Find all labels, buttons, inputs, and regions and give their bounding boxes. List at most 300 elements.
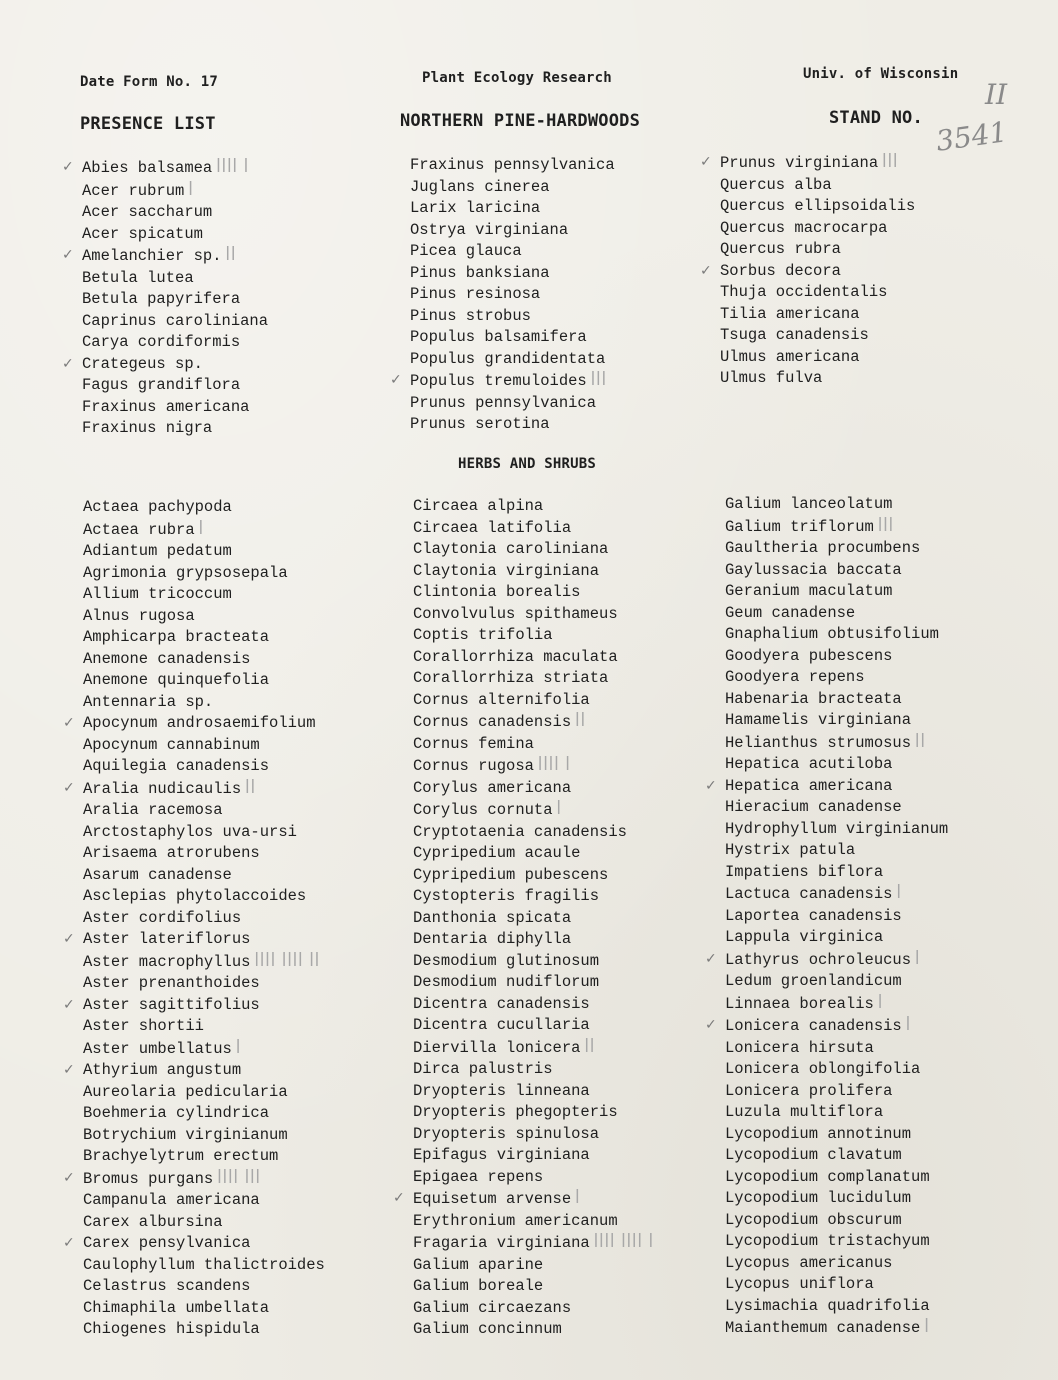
species-name: Prunus virginiana: [720, 154, 879, 172]
species-name: Fraxinus americana: [82, 397, 250, 416]
species-entry: [725, 1188, 948, 1210]
species-name: Helianthus strumosus: [725, 733, 912, 752]
species-entry: [413, 734, 654, 756]
species-name: Galium aparine: [413, 1255, 544, 1274]
species-name: Hamamelis virginiana: [725, 711, 912, 729]
species-name: Galium triflorum: [725, 517, 874, 536]
species-name: Corylus cornuta: [413, 801, 553, 819]
species-entry: [63, 1233, 325, 1255]
species-name: Goodyera repens: [725, 668, 865, 686]
species-name: Acer saccharum: [82, 203, 213, 221]
species-entry: [63, 713, 325, 735]
species-name: Prunus pennsylvanica: [410, 393, 597, 412]
species-entry: [413, 582, 654, 604]
species-entry: [82, 418, 268, 440]
species-name: Habenaria bracteata: [725, 689, 902, 708]
species-entry: [83, 1016, 325, 1038]
species-name: Hepatica americana: [725, 776, 893, 795]
species-name: Dryopteris linneana: [413, 1081, 590, 1100]
species-entry: [410, 198, 615, 220]
tally-marks: ꟾꟾꟾ: [590, 371, 608, 389]
species-entry: [63, 995, 325, 1017]
species-name: Hieracium canadense: [725, 798, 902, 816]
species-name: Larix laricina: [410, 199, 541, 217]
species-entry: [62, 354, 268, 376]
species-entry: [83, 1190, 325, 1212]
species-name: Convolvulus spithameus: [413, 604, 618, 623]
species-name: Cypripedium pubescens: [413, 865, 609, 884]
species-name: Carex pensylvanica: [83, 1234, 251, 1252]
species-name: Aureolaria pedicularia: [83, 1082, 288, 1101]
species-name: Tsuga canadensis: [720, 326, 869, 344]
species-name: Erythronium americanum: [413, 1211, 618, 1230]
species-name: Epigaea repens: [413, 1167, 544, 1186]
species-name: Acer rubrum: [82, 181, 185, 200]
species-entry: [82, 180, 268, 203]
species-entry: [725, 1253, 948, 1275]
species-name: Betula lutea: [82, 268, 194, 287]
tally-marks: ꟾꟾ: [915, 732, 926, 751]
species-entry: [410, 349, 615, 371]
checkmark-icon: ✓: [700, 262, 712, 279]
species-name: Aster lateriflorus: [83, 930, 251, 948]
species-entry: [83, 1146, 325, 1168]
species-entry: [413, 908, 654, 930]
species-entry: [725, 993, 948, 1016]
species-entry: [410, 241, 615, 263]
species-name: Lysimachia quadrifolia: [725, 1296, 930, 1315]
species-name: Dryopteris phegopteris: [413, 1103, 618, 1121]
species-name: Cystopteris fragilis: [413, 887, 600, 905]
species-name: Chimaphila umbellata: [83, 1298, 270, 1317]
species-entry: [410, 220, 615, 242]
species-entry: [720, 239, 915, 261]
species-name: Asarum canadense: [83, 865, 232, 884]
handwritten-stand-roman: II: [985, 78, 1008, 111]
species-name: Hystrix patula: [725, 841, 856, 859]
species-name: Caulophyllum thalictroides: [83, 1255, 325, 1274]
species-name: Asclepias phytolaccoides: [83, 887, 307, 905]
species-entry: [725, 1102, 948, 1124]
tally-marks: ꟾꟾꟾꟾ ꟾꟾꟾ: [217, 1168, 261, 1187]
species-entry: [83, 519, 325, 542]
species-name: Pinus banksiana: [410, 263, 550, 282]
species-entry: [82, 224, 268, 246]
species-entry: [413, 886, 654, 908]
species-entry: [725, 1231, 948, 1253]
checkmark-icon: ✓: [705, 777, 717, 794]
species-name: Quercus macrocarpa: [720, 218, 888, 237]
species-name: Abies balsamea: [82, 159, 213, 177]
species-entry: [393, 1188, 654, 1211]
species-entry: [83, 865, 325, 887]
tally-marks: ꟾꟾꟾ: [877, 516, 895, 535]
tally-marks: ꟾꟾ: [575, 712, 586, 730]
species-entry: [725, 1317, 948, 1340]
species-entry: [725, 689, 948, 711]
species-entry: [725, 1081, 948, 1103]
species-entry: [725, 1038, 948, 1060]
species-name: Lonicera oblongifolia: [725, 1060, 921, 1078]
species-entry: [62, 245, 268, 268]
species-name: Aster macrophyllus: [83, 952, 251, 971]
community-title: NORTHERN PINE-HARDWOODS: [400, 111, 641, 131]
species-name: Claytonia caroliniana: [413, 540, 609, 558]
species-entry: [390, 370, 615, 393]
species-name: Cryptotaenia canadensis: [413, 822, 627, 841]
species-entry: [83, 1319, 325, 1341]
species-name: Aquilegia canadensis: [83, 757, 270, 775]
species-name: Claytonia virginiana: [413, 561, 600, 580]
species-entry: [725, 538, 948, 560]
species-name: Lycopus uniflora: [725, 1275, 874, 1293]
species-name: Actaea rubra: [83, 520, 195, 539]
species-entry: [410, 327, 615, 349]
tree-list-column-2: [390, 155, 615, 436]
species-name: Pinus resinosa: [410, 285, 541, 303]
species-entry: [725, 494, 948, 516]
species-entry: [83, 951, 325, 974]
species-entry: [63, 778, 325, 801]
species-name: Apocynum cannabinum: [83, 735, 260, 754]
species-name: Anemone quinquefolia: [83, 671, 270, 689]
species-entry: [725, 1145, 948, 1167]
species-entry: [725, 732, 948, 755]
species-entry: [720, 304, 915, 326]
species-entry: [725, 560, 948, 582]
species-entry: [413, 778, 654, 800]
species-entry: [410, 177, 615, 199]
species-entry: [725, 516, 948, 539]
species-name: Ledum groenlandicum: [725, 972, 902, 990]
species-entry: [725, 646, 948, 668]
species-entry: [725, 1210, 948, 1232]
species-entry: [725, 927, 948, 949]
species-entry: [413, 604, 654, 626]
tree-list-column-1: [62, 157, 269, 440]
species-name: Pinus strobus: [410, 306, 531, 325]
species-name: Circaea latifolia: [413, 518, 572, 537]
checkmark-icon: ✓: [393, 1190, 405, 1206]
species-entry: [725, 862, 948, 884]
species-entry: [62, 157, 268, 180]
species-name: Diervilla lonicera: [413, 1038, 581, 1057]
org-name: Plant Ecology Research: [422, 70, 612, 86]
presence-list-title: PRESENCE LIST: [80, 114, 216, 134]
tally-marks: ꟾꟾ: [584, 1037, 596, 1056]
species-entry: [725, 603, 948, 625]
species-name: Cornus femina: [413, 734, 534, 753]
species-entry: [720, 175, 915, 197]
species-entry: [413, 929, 654, 951]
checkmark-icon: ✓: [63, 1169, 75, 1186]
species-name: Picea glauca: [410, 242, 522, 260]
species-entry: [720, 325, 915, 347]
species-entry: [413, 1102, 654, 1124]
species-name: Populus balsamifera: [410, 328, 587, 346]
tally-marks: ꟾꟾ: [245, 778, 256, 797]
species-name: Thuja occidentalis: [720, 283, 888, 301]
species-entry: [410, 393, 615, 415]
species-entry: [725, 906, 948, 928]
tally-marks: ꟾꟾꟾꟾ ꟾꟾꟾꟾ ꟾꟾ: [254, 951, 321, 970]
species-entry: [83, 584, 325, 606]
herbs-shrubs-heading: HERBS AND SHRUBS: [458, 456, 597, 472]
form-number: Date Form No. 17: [80, 74, 219, 90]
checkmark-icon: ✓: [63, 1062, 75, 1078]
species-entry: [410, 414, 615, 436]
species-name: Populus tremuloides: [410, 372, 587, 390]
species-name: Lappula virginica: [725, 928, 884, 946]
species-entry: [82, 202, 268, 224]
species-entry: [413, 972, 654, 994]
species-name: Equisetum arvense: [413, 1190, 572, 1208]
species-name: Galium circaezans: [413, 1298, 572, 1317]
species-entry: [413, 518, 654, 540]
species-entry: [413, 1211, 654, 1233]
species-name: Allium tricoccum: [83, 585, 232, 603]
species-entry: [725, 883, 948, 906]
species-name: Maianthemum canadense: [725, 1319, 921, 1337]
species-name: Aster sagittifolius: [83, 995, 260, 1014]
species-entry: [725, 1274, 948, 1296]
species-name: Alnus rugosa: [83, 606, 195, 625]
species-name: Lycopodium annotinum: [725, 1124, 912, 1143]
checkmark-icon: ✓: [705, 950, 717, 967]
species-name: Lycopodium lucidulum: [725, 1189, 912, 1207]
species-name: Ostrya virginiana: [410, 220, 569, 239]
checkmark-icon: ✓: [705, 1017, 717, 1033]
species-name: Desmodium nudiflorum: [413, 973, 600, 991]
species-entry: [413, 690, 654, 712]
tally-marks: ꟾꟾꟾꟾ ꟾꟾꟾꟾ ꟾ: [593, 1233, 655, 1251]
species-entry: [83, 1276, 325, 1298]
species-entry: [413, 1015, 654, 1037]
species-name: Geum canadense: [725, 603, 856, 622]
species-entry: [725, 624, 948, 646]
tally-marks: ꟾ: [905, 1016, 912, 1034]
tally-marks: ꟾꟾ: [225, 246, 237, 264]
species-entry: [83, 1103, 325, 1125]
checkmark-icon: ✓: [390, 372, 402, 388]
species-entry: [83, 822, 325, 844]
species-entry: [82, 311, 268, 333]
species-name: Acer spicatum: [82, 224, 203, 243]
species-entry: [82, 332, 268, 354]
species-entry: [83, 1255, 325, 1277]
species-entry: [413, 1319, 654, 1341]
species-entry: [413, 843, 654, 865]
tally-marks: ꟾ: [877, 993, 884, 1012]
species-entry: [413, 1124, 654, 1146]
herb-list-column-3: [705, 494, 949, 1340]
species-name: Cornus rugosa: [413, 757, 534, 775]
species-name: Aster umbellatus: [83, 1039, 232, 1058]
species-entry: [725, 754, 948, 776]
species-entry: [413, 951, 654, 973]
species-name: Corylus americana: [413, 778, 572, 797]
tally-marks: ꟾ: [556, 800, 562, 818]
species-entry: [63, 1168, 325, 1191]
species-entry: [82, 289, 268, 311]
species-entry: [720, 282, 915, 304]
species-name: Brachyelytrum erectum: [83, 1147, 279, 1165]
species-entry: [413, 1298, 654, 1320]
tally-marks: ꟾ: [575, 1189, 581, 1207]
species-entry: [83, 670, 325, 692]
species-entry: [413, 994, 654, 1016]
species-entry: [725, 1296, 948, 1318]
species-entry: [725, 667, 948, 689]
species-name: Fragaria virginiana: [413, 1234, 590, 1252]
species-name: Cornus alternifolia: [413, 690, 590, 709]
species-name: Lonicera canadensis: [725, 1017, 902, 1035]
species-name: Arisaema atrorubens: [83, 844, 260, 862]
species-entry: [725, 819, 948, 841]
species-entry: [413, 647, 654, 669]
species-entry: [410, 263, 615, 285]
species-name: Ulmus fulva: [720, 369, 823, 387]
species-entry: [63, 929, 325, 951]
species-entry: [82, 397, 268, 419]
species-name: Fagus grandiflora: [82, 376, 241, 394]
species-name: Circaea alpina: [413, 497, 544, 515]
species-name: Aralia racemosa: [83, 801, 223, 819]
species-name: Linnaea borealis: [725, 994, 874, 1013]
species-entry: [705, 949, 948, 972]
species-name: Campanula americana: [83, 1191, 260, 1209]
species-entry: [410, 284, 615, 306]
species-entry: [725, 710, 948, 732]
stand-number-label: STAND NO.: [829, 108, 923, 128]
species-name: Dicentra canadensis: [413, 994, 590, 1013]
species-entry: [725, 797, 948, 819]
species-name: Geranium maculatum: [725, 582, 893, 600]
species-entry: [413, 668, 654, 690]
species-name: Coptis trifolia: [413, 626, 553, 644]
handwritten-stand-number: 3541: [934, 115, 1010, 158]
species-name: Cornus canadensis: [413, 713, 572, 731]
species-name: Aster prenanthoides: [83, 974, 260, 992]
species-name: Tilia americana: [720, 304, 860, 323]
species-name: Goodyera pubescens: [725, 646, 893, 665]
species-entry: [83, 886, 325, 908]
species-entry: [720, 347, 915, 369]
species-entry: [82, 375, 268, 397]
species-name: Lathyrus ochroleucus: [725, 950, 912, 969]
species-name: Aster cordifolius: [83, 908, 242, 927]
checkmark-icon: ✓: [63, 715, 75, 731]
species-entry: [720, 368, 915, 390]
checkmark-icon: ✓: [63, 931, 75, 947]
species-entry: [720, 218, 915, 240]
species-entry: [83, 541, 325, 563]
species-entry: [413, 799, 654, 822]
checkmark-icon: ✓: [700, 154, 712, 170]
species-entry: [725, 971, 948, 993]
checkmark-icon: ✓: [63, 779, 75, 796]
species-entry: [83, 1038, 325, 1061]
species-entry: [83, 1212, 325, 1234]
species-name: Apocynum androsaemifolium: [83, 714, 316, 732]
species-name: Boehmeria cylindrica: [83, 1104, 270, 1122]
species-entry: [413, 755, 654, 778]
herb-list-column-2: [393, 496, 655, 1341]
species-name: Agrimonia grypsosepala: [83, 563, 288, 582]
species-entry: [410, 306, 615, 328]
species-entry: [413, 539, 654, 561]
species-name: Athyrium angustum: [83, 1061, 242, 1079]
species-name: Sorbus decora: [720, 261, 841, 280]
species-entry: [413, 1145, 654, 1167]
species-name: Epifagus virginiana: [413, 1146, 590, 1164]
species-name: Crategeus sp.: [82, 354, 203, 373]
species-name: Impatiens biflora: [725, 862, 884, 881]
species-name: Aster shortii: [83, 1017, 204, 1035]
species-name: Dirca palustris: [413, 1060, 553, 1078]
species-name: Lycopodium complanatum: [725, 1167, 930, 1186]
species-name: Amphicarpa bracteata: [83, 628, 270, 646]
species-name: Dentaria diphylla: [413, 930, 572, 948]
species-name: Ulmus americana: [720, 347, 860, 366]
species-name: Caprinus caroliniana: [82, 311, 269, 330]
species-entry: [83, 1125, 325, 1147]
species-name: Betula papyrifera: [82, 290, 241, 308]
species-name: Luzula multiflora: [725, 1103, 884, 1121]
species-name: Desmodium glutinosum: [413, 951, 600, 970]
species-entry: [83, 756, 325, 778]
species-name: Lactuca canadensis: [725, 885, 893, 903]
tally-marks: ꟾ: [915, 949, 921, 968]
species-name: Galium concinnum: [413, 1320, 562, 1338]
tally-marks: ꟾꟾꟾꟾ ꟾ: [216, 158, 250, 176]
species-name: Laportea canadensis: [725, 906, 902, 925]
species-name: Hepatica acutiloba: [725, 755, 893, 773]
species-entry: [413, 865, 654, 887]
species-name: Populus grandidentata: [410, 349, 606, 368]
species-name: Lycopodium obscurum: [725, 1210, 902, 1229]
species-entry: [725, 1167, 948, 1189]
species-name: Cypripedium acaule: [413, 844, 581, 862]
checkmark-icon: ✓: [63, 1235, 75, 1251]
species-name: Dicentra cucullaria: [413, 1016, 590, 1034]
species-name: Lycopodium tristachyum: [725, 1232, 930, 1250]
species-name: Lycopodium clavatum: [725, 1146, 902, 1164]
checkmark-icon: ✓: [62, 355, 74, 372]
tree-list-column-3: [700, 152, 916, 390]
university-name: Univ. of Wisconsin: [803, 66, 959, 82]
species-name: Quercus alba: [720, 175, 832, 194]
species-name: Corallorrhiza striata: [413, 669, 609, 687]
checkmark-icon: ✓: [62, 159, 74, 175]
species-entry: [720, 196, 915, 218]
species-entry: [83, 735, 325, 757]
species-entry: [83, 908, 325, 930]
species-entry: [413, 1059, 654, 1081]
checkmark-icon: ✓: [63, 996, 75, 1013]
species-entry: [700, 261, 915, 283]
species-name: Anemone canadensis: [83, 649, 251, 668]
species-entry: [83, 649, 325, 671]
species-entry: [82, 268, 268, 290]
species-name: Bromus purgans: [83, 1169, 214, 1188]
species-entry: [705, 1015, 948, 1038]
species-name: Quercus ellipsoidalis: [720, 197, 916, 215]
species-entry: [413, 1232, 654, 1255]
species-name: Gaylussacia baccata: [725, 560, 902, 579]
species-entry: [725, 581, 948, 603]
species-entry: [83, 843, 325, 865]
